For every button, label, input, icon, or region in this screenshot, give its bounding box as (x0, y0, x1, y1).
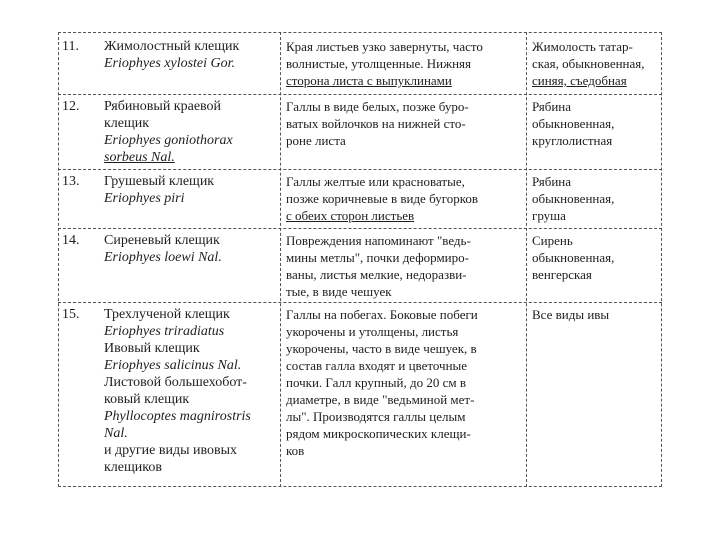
mite-latin-name: Eriophyes xylostei Gor. (104, 56, 236, 71)
table-rule-bottom (58, 486, 662, 487)
mite-latin-name: sorbeus Nal. (104, 150, 175, 165)
host-line: Рябина (532, 99, 572, 114)
description-line: состав галла входят и цветочные (286, 358, 468, 373)
host-plant-cell (532, 306, 658, 323)
mite-latin-name: Eriophyes salicinus Nal. (104, 358, 242, 373)
host-plant-cell (532, 38, 658, 89)
description-line: волнистые, утолщенные. Нижняя (286, 56, 472, 71)
damage-description-cell (286, 98, 518, 149)
table-rule-top (58, 32, 662, 33)
description-line: Повреждения напоминают "ведь- (286, 233, 471, 248)
mite-common-name: Грушевый клещик (104, 174, 215, 189)
damage-description-cell (286, 38, 518, 89)
row-number: 13. (62, 174, 80, 189)
host-line: обыкновенная, (532, 250, 615, 265)
host-plant-cell (532, 98, 658, 149)
row-number: 12. (62, 99, 80, 114)
description-line: ваны, листья мелкие, недоразви- (286, 267, 467, 282)
damage-description-cell (286, 232, 518, 300)
mite-name-cell (104, 173, 274, 207)
mite-common-name: Сиреневый клещик (104, 233, 220, 248)
description-line: ватых войлочков на нижней сто- (286, 116, 466, 131)
host-line: Рябина (532, 174, 572, 189)
mite-common-name: Ивовый клещик (104, 341, 200, 356)
host-line: обыкновенная, (532, 116, 615, 131)
mite-latin-name: Eriophyes loewi Nal. (104, 250, 222, 265)
table-rule-right (661, 32, 662, 487)
mite-name-cell (104, 38, 274, 72)
host-line: Все виды ивы (532, 307, 610, 322)
host-line: синяя, съедобная (532, 73, 627, 88)
table-column-divider (526, 32, 527, 487)
description-line: укорочены и утолщены, листья (286, 324, 459, 339)
table-rule (58, 302, 662, 303)
description-line: роне листа (286, 133, 346, 148)
table-rule (58, 169, 662, 170)
host-line: ская, обыкновенная, (532, 56, 645, 71)
gall-mites-table (58, 32, 662, 487)
host-line: груша (532, 208, 566, 223)
table-rule (58, 228, 662, 229)
mite-common-name: клещик (104, 116, 150, 131)
mite-common-name: и другие виды ивовых (104, 443, 238, 458)
description-line: рядом микроскопических клещи- (286, 426, 471, 441)
mite-common-name: клещиков (104, 460, 162, 475)
table-rule-left (58, 32, 59, 487)
description-line: почки. Галл крупный, до 20 см в (286, 375, 466, 390)
host-line: венгерская (532, 267, 592, 282)
description-line: Галлы на побегах. Боковые побеги (286, 307, 478, 322)
damage-description-cell (286, 173, 518, 224)
description-line: мины метлы", почки деформиро- (286, 250, 469, 265)
row-number: 14. (62, 233, 80, 248)
mite-common-name: Листовой большехобот- (104, 375, 247, 390)
description-line: укорочены, часто в виде чешуек, в (286, 341, 477, 356)
mite-latin-name: Phyllocoptes magnirostris (104, 409, 251, 424)
mite-common-name: Трехлученой клещик (104, 307, 230, 322)
description-line: лы". Производятся галлы целым (286, 409, 466, 424)
mite-latin-name: Eriophyes triradiatus (104, 324, 225, 339)
mite-common-name: ковый клещик (104, 392, 190, 407)
description-line: сторона листа с выпуклинами (286, 73, 452, 88)
description-line: диаметре, в виде "ведьминой мет- (286, 392, 475, 407)
host-line: обыкновенная, (532, 191, 615, 206)
mite-common-name: Рябиновый краевой (104, 99, 222, 114)
host-line: Сирень (532, 233, 573, 248)
table-rule (58, 94, 662, 95)
mite-name-cell (104, 306, 274, 476)
description-line: тые, в виде чешуек (286, 284, 392, 299)
row-number: 15. (62, 307, 80, 322)
mite-name-cell (104, 232, 274, 266)
description-line: ков (286, 443, 305, 458)
description-line: позже коричневые в виде бугорков (286, 191, 478, 206)
host-plant-cell (532, 173, 658, 224)
damage-description-cell (286, 306, 518, 459)
description-line: Галлы желтые или красноватые, (286, 174, 465, 189)
table-column-divider (280, 32, 281, 487)
mite-name-cell (104, 98, 274, 166)
description-line: Края листьев узко завернуты, часто (286, 39, 483, 54)
description-line: с обеих сторон листьев (286, 208, 415, 223)
description-line: Галлы в виде белых, позже буро- (286, 99, 469, 114)
mite-latin-name: Nal. (104, 426, 128, 441)
mite-latin-name: Eriophyes goniothorax (104, 133, 233, 148)
host-plant-cell (532, 232, 658, 283)
mite-common-name: Жимолостный клещик (104, 39, 240, 54)
row-number: 11. (62, 39, 79, 54)
host-line: Жимолость татар- (532, 39, 633, 54)
mite-latin-name: Eriophyes piri (104, 191, 185, 206)
host-line: круглолистная (532, 133, 613, 148)
